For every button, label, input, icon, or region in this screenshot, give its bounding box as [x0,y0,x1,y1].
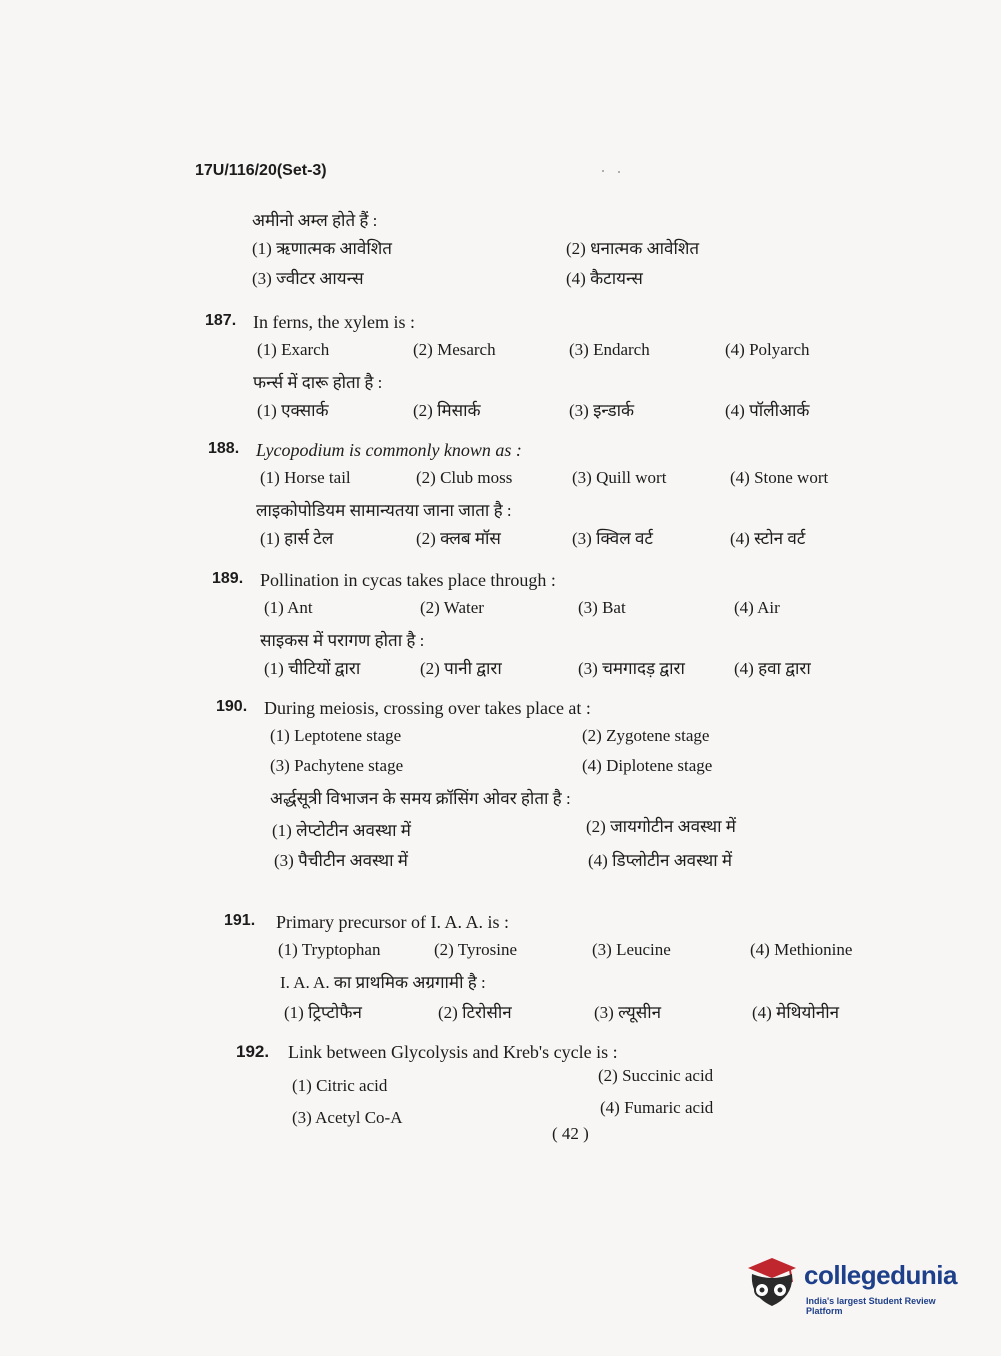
question-text-hi: फर्न्स में दारू होता है : [253,373,383,392]
option-en: (4) Polyarch [725,340,810,359]
option-hi: (3) ल्यूसीन [594,1003,662,1022]
option-en: (3) Acetyl Co-A [292,1108,403,1127]
option-hi: (2) मिसार्क [413,401,481,420]
question-text-en: Lycopodium is commonly known as : [256,440,522,460]
option-en: (2) Water [420,598,484,617]
option-en: (4) Air [734,598,780,617]
option-hi: (4) डिप्लोटीन अवस्था में [588,851,733,870]
paper-code: 17U/116/20(Set-3) [195,162,327,179]
option: (4) कैटायन्स [566,269,643,288]
brand-tagline: India's largest Student Review Platform [806,1296,936,1316]
question-text-hi: साइकस में परागण होता है : [260,631,425,650]
option-hi: (3) चमगादड़ द्वारा [578,659,685,678]
option: (3) ज्वीटर आयन्स [252,269,364,288]
question-text-en: Link between Glycolysis and Kreb's cycle is : [288,1042,618,1062]
option-en: (4) Stone wort [730,468,829,487]
option-hi: (1) हार्स टेल [260,529,334,548]
option-en: (1) Horse tail [260,468,351,487]
question-191 [224,912,874,1030]
page-number: ( 42 ) [552,1124,589,1143]
option-en: (4) Diplotene stage [582,756,713,775]
option-en: (2) Zygotene stage [582,726,710,745]
question-number: 189. [212,570,244,587]
option-hi: (4) मेथियोनीन [752,1003,840,1022]
question-192 [236,1042,876,1130]
question-189 [212,570,852,686]
question-text-hi: I. A. A. का प्राथमिक अग्रगामी है : [280,973,486,992]
option-hi: (3) पैचीटीन अवस्था में [274,851,408,870]
continuation-block [204,208,844,296]
option-hi: (1) ट्रिप्टोफैन [284,1003,362,1022]
brand-name: collegedunia [804,1260,957,1290]
question-number: 191. [224,912,256,929]
option-en: (2) Succinic acid [598,1066,714,1085]
option-en: (2) Mesarch [413,340,496,359]
option-hi: (2) टिरोसीन [438,1003,512,1022]
option-en: (1) Leptotene stage [270,726,402,745]
question-187 [205,312,845,428]
option-hi: (3) क्विल वर्ट [572,529,653,548]
option-en: (2) Tyrosine [434,940,518,959]
question-number: 192. [236,1042,270,1061]
option-hi: (2) पानी द्वारा [420,659,502,678]
option-hi: (1) चीटियों द्वारा [264,659,361,678]
question-text-en: During meiosis, crossing over takes place at : [264,698,591,718]
option-hi: (2) क्लब मॉस [416,529,501,548]
option-en: (1) Ant [264,598,313,617]
option-hi: (4) हवा द्वारा [734,659,811,678]
option-en: (3) Quill wort [572,468,667,487]
option-en: (3) Endarch [569,340,650,359]
mascot-icon [742,1252,802,1314]
continuation-stem: अमीनो अम्ल होते हैं : [252,211,378,230]
option-en: (3) Bat [578,598,626,617]
option-en: (1) Tryptophan [278,940,381,959]
question-text-hi: लाइकोपोडियम सामान्यतया जाना जाता है : [256,501,512,520]
question-number: 187. [205,312,237,329]
option-hi: (1) एक्सार्क [257,401,329,420]
option: (1) ऋणात्मक आवेशित [252,239,392,258]
option-hi: (2) जायगोटीन अवस्था में [586,817,736,836]
question-number: 190. [216,698,248,715]
question-text-en: Pollination in cycas takes place through : [260,570,556,590]
collegedunia-logo [742,1252,972,1318]
option-hi: (1) लेप्टोटीन अवस्था में [272,821,411,840]
option-en: (1) Citric acid [292,1076,388,1095]
option: (2) धनात्मक आवेशित [566,239,700,258]
option-en: (2) Club moss [416,468,513,487]
option-en: (1) Exarch [257,340,330,359]
question-188 [208,440,848,556]
question-number: 188. [208,440,240,457]
option-hi: (4) पॉलीआर्क [725,401,810,420]
option-en: (4) Fumaric acid [600,1098,714,1117]
question-190 [216,698,856,878]
option-en: (4) Methionine [750,940,853,959]
question-text-en: In ferns, the xylem is : [253,312,415,332]
option-hi: (3) इन्डार्क [569,401,635,420]
question-text-hi: अर्द्धसूत्री विभाजन के समय क्रॉसिंग ओवर होता है : [270,789,571,808]
option-en: (3) Pachytene stage [270,756,404,775]
question-text-en: Primary precursor of I. A. A. is : [276,912,509,932]
option-hi: (4) स्टोन वर्ट [730,529,806,548]
speck [618,171,620,173]
speck [602,170,604,172]
option-en: (3) Leucine [592,940,671,959]
